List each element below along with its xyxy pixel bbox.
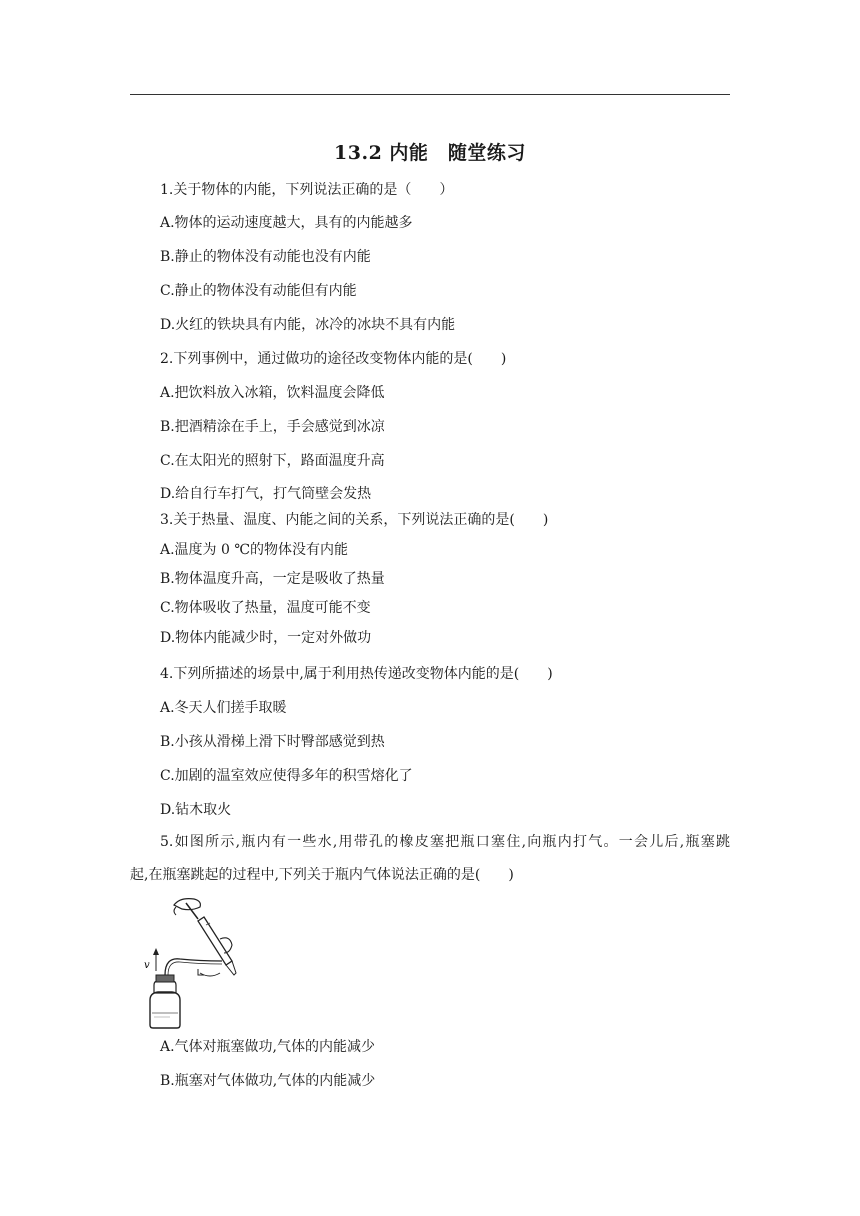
question-3-option-a: A.温度为 0 ℃的物体没有内能 bbox=[160, 542, 349, 558]
question-1-option-c: C.静止的物体没有动能但有内能 bbox=[160, 283, 357, 299]
velocity-label: v bbox=[144, 960, 150, 971]
question-1-stem: 1.关于物体的内能，下列说法正确的是（ ） bbox=[160, 182, 454, 198]
question-3-option-d: D.物体内能减少时，一定对外做功 bbox=[160, 630, 372, 646]
question-4-option-a: A.冬天人们搓手取暖 bbox=[160, 700, 287, 716]
question-5-stem bbox=[130, 826, 730, 892]
question-5-stem-line-2: 起,在瓶塞跳起的过程中,下列关于瓶内气体说法正确的是( ) bbox=[130, 867, 514, 883]
question-5-option-b: B.瓶塞对气体做功,气体的内能减少 bbox=[160, 1073, 376, 1089]
header-rule bbox=[130, 94, 730, 95]
question-4-option-b: B.小孩从滑梯上滑下时臀部感觉到热 bbox=[160, 734, 385, 750]
question-2-option-d: D.给自行车打气，打气筒壁会发热 bbox=[160, 486, 372, 502]
question-4-option-c: C.加剧的温室效应使得多年的积雪熔化了 bbox=[160, 768, 413, 784]
question-2-option-b: B.把酒精涂在手上，手会感觉到冰凉 bbox=[160, 419, 385, 435]
question-1-option-d: D.火红的铁块具有内能，冰冷的冰块不具有内能 bbox=[160, 317, 456, 333]
question-2-stem: 2.下列事例中，通过做功的途径改变物体内能的是( ) bbox=[160, 351, 507, 367]
question-1-option-a: A.物体的运动速度越大，具有的内能越多 bbox=[160, 215, 413, 231]
bottle-pump-figure bbox=[140, 895, 240, 1030]
question-1-option-b: B.静止的物体没有动能也没有内能 bbox=[160, 249, 371, 265]
question-4-option-d: D.钻木取火 bbox=[160, 802, 232, 818]
question-2-option-a: A.把饮料放入冰箱，饮料温度会降低 bbox=[160, 385, 385, 401]
question-2-option-c: C.在太阳光的照射下，路面温度升高 bbox=[160, 453, 385, 469]
question-3-option-c: C.物体吸收了热量，温度可能不变 bbox=[160, 600, 371, 616]
question-3-option-b: B.物体温度升高，一定是吸收了热量 bbox=[160, 571, 385, 587]
question-4-stem: 4.下列所描述的场景中,属于利用热传递改变物体内能的是( ) bbox=[160, 666, 553, 682]
question-5-option-a: A.气体对瓶塞做功,气体的内能减少 bbox=[160, 1039, 376, 1055]
page-title: 13.2 内能 随堂练习 bbox=[334, 142, 526, 164]
question-3-stem: 3.关于热量、温度、内能之间的关系，下列说法正确的是( ) bbox=[160, 512, 549, 528]
question-5-stem-line-1: 5.如图所示,瓶内有一些水,用带孔的橡皮塞把瓶口塞住,向瓶内打气。一会儿后,瓶塞跳 bbox=[160, 834, 730, 850]
